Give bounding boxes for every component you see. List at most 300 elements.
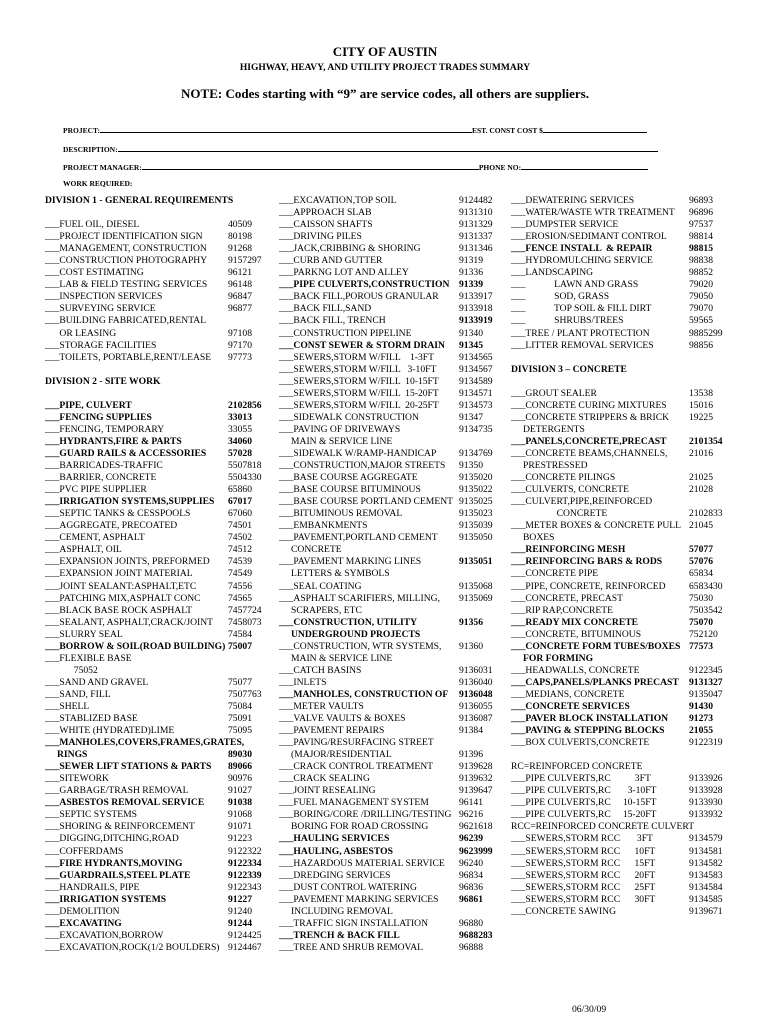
trade-row[interactable]: [279, 894, 501, 906]
trade-row[interactable]: [45, 882, 275, 894]
trade-label: ___PIPE CULVERTS,RC 3FT: [511, 773, 651, 785]
trade-label: CONCRETE: [511, 508, 608, 520]
trade-row[interactable]: [279, 593, 501, 605]
trade-label: ___PAVEMENT MARKING LINES: [279, 556, 422, 568]
trade-label: ___FENCING SUPPLIES: [45, 411, 152, 423]
trade-row[interactable]: [511, 665, 733, 677]
trade-row[interactable]: [511, 906, 733, 918]
trade-label: LETTERS & SYMBOLS: [279, 568, 390, 580]
trade-row[interactable]: [279, 243, 501, 255]
trade-row[interactable]: [279, 556, 501, 568]
trade-row[interactable]: [45, 231, 275, 243]
trade-code: 96239: [459, 833, 483, 845]
trade-label: ___PIPE CULVERTS,RC 15-20FT: [511, 809, 657, 821]
trade-label: ___CULVERTS, CONCRETE: [511, 484, 629, 496]
trade-row[interactable]: [45, 484, 275, 496]
trade-row[interactable]: [45, 243, 275, 255]
trade-row[interactable]: [279, 255, 501, 267]
trade-label: ___PAVING/RESURFACING STREET: [279, 737, 434, 749]
trade-code: 91356: [459, 616, 483, 628]
trade-row[interactable]: [45, 653, 275, 665]
trade-row[interactable]: [279, 773, 501, 785]
trade-row[interactable]: [511, 303, 733, 315]
trade-label: ___VALVE VAULTS & BOXES: [279, 713, 406, 725]
trade-row[interactable]: [279, 725, 501, 737]
trade-row[interactable]: [511, 846, 733, 858]
trade-code: 9135025: [459, 496, 493, 508]
trade-code: 75091: [228, 713, 252, 725]
trade-code: 91345: [459, 339, 483, 351]
trade-row[interactable]: [45, 713, 275, 725]
trade-label: DETERGENTS: [511, 423, 585, 435]
trade-row[interactable]: [511, 436, 733, 448]
trade-row[interactable]: [45, 689, 275, 701]
trade-label: INCLUDING REMOVAL: [279, 905, 393, 917]
page-title: CITY OF AUSTIN: [332, 44, 438, 59]
trade-row[interactable]: [511, 556, 733, 568]
trade-row[interactable]: [279, 617, 501, 629]
trade-row[interactable]: [511, 388, 733, 400]
trade-row[interactable]: [279, 544, 501, 556]
trade-code: 97108: [228, 327, 252, 339]
trade-row[interactable]: [279, 532, 501, 544]
trade-code: 33055: [228, 423, 252, 435]
trade-code: 9139632: [459, 773, 493, 785]
trade-row[interactable]: [45, 894, 275, 906]
trade-label: ___BACK FILL,SAND: [279, 303, 372, 315]
trade-row[interactable]: [279, 291, 501, 303]
trade-row[interactable]: [45, 315, 275, 327]
trade-row[interactable]: [45, 400, 275, 412]
trade-label: ___PANELS,CONCRETE,PRECAST: [511, 435, 667, 447]
trade-label: ___GROUT SEALER: [511, 387, 597, 399]
trade-code: 9136040: [459, 676, 493, 688]
trade-code: 9134579: [689, 833, 723, 845]
trade-label: ___LITTER REMOVAL SERVICES: [511, 339, 654, 351]
trade-row[interactable]: [45, 219, 275, 231]
trade-label: ___SEWERS,STORM W/FILL 20-25FT: [279, 399, 439, 411]
trade-row[interactable]: [45, 785, 275, 797]
trade-label: ___DIGGING,DITCHING,ROAD: [45, 833, 179, 845]
est-cost-label: EST. CONST COST $: [471, 126, 543, 135]
trade-row[interactable]: [511, 773, 733, 785]
trade-row[interactable]: [279, 641, 501, 653]
trade-label: ___CONCRETE STRIPPERS & BRICK: [511, 411, 670, 423]
trade-row[interactable]: [511, 737, 733, 749]
trade-code: 5507818: [228, 460, 262, 472]
trade-row[interactable]: [511, 629, 733, 641]
trade-row[interactable]: [279, 653, 501, 665]
trade-row[interactable]: [279, 328, 501, 340]
trades-column-3: [511, 195, 733, 918]
trade-row[interactable]: [511, 532, 733, 544]
trade-row[interactable]: [45, 556, 275, 568]
trade-row[interactable]: [279, 412, 501, 424]
trade-code: 91268: [228, 243, 252, 255]
trade-code: 74512: [228, 544, 252, 556]
trade-row[interactable]: [45, 532, 275, 544]
trade-label: ___SHORING & REINFORCEMENT: [45, 821, 195, 833]
trade-row[interactable]: [45, 725, 275, 737]
trade-row[interactable]: [511, 496, 733, 508]
trade-code: 9135039: [459, 520, 493, 532]
trade-row[interactable]: [511, 581, 733, 593]
trade-row[interactable]: [511, 207, 733, 219]
trade-row[interactable]: [511, 448, 733, 460]
trade-row[interactable]: [511, 713, 733, 725]
trade-label: SCRAPERS, ETC: [279, 604, 362, 616]
trade-row[interactable]: [511, 544, 733, 556]
trade-label: ___DREDGING SERVICES: [279, 869, 391, 881]
trade-code: 9134565: [459, 351, 493, 363]
trade-code: 9136087: [459, 713, 493, 725]
project-label: PROJECT:: [63, 126, 100, 135]
trade-code: 91347: [459, 411, 483, 423]
trade-code: 9133918: [459, 303, 493, 315]
trade-row[interactable]: [279, 400, 501, 412]
trade-label: ___DEWATERING SERVICES: [511, 195, 635, 206]
trade-row[interactable]: [279, 520, 501, 532]
trade-row[interactable]: [511, 195, 733, 207]
trade-row[interactable]: [279, 460, 501, 472]
trade-row[interactable]: [279, 930, 501, 942]
trade-row[interactable]: [511, 809, 733, 821]
trade-row[interactable]: [45, 593, 275, 605]
trade-row[interactable]: [511, 219, 733, 231]
trade-row[interactable]: [45, 797, 275, 809]
trade-row[interactable]: [45, 352, 275, 364]
trade-label: ___FIRE HYDRANTS,MOVING: [45, 857, 183, 869]
trade-row[interactable]: [45, 858, 275, 870]
project-manager-field[interactable]: [63, 161, 648, 172]
description-field[interactable]: [63, 143, 658, 154]
trade-row[interactable]: [45, 328, 275, 340]
trade-row[interactable]: [511, 484, 733, 496]
trade-label: ___LANDSCAPING: [511, 267, 594, 279]
trade-label: ___BOX CULVERTS,CONCRETE: [511, 737, 650, 749]
trade-row[interactable]: [511, 677, 733, 689]
trade-row[interactable]: [279, 436, 501, 448]
trade-row[interactable]: [279, 665, 501, 677]
trade-row[interactable]: [511, 291, 733, 303]
trade-row[interactable]: [279, 581, 501, 593]
trade-code: 74549: [228, 568, 252, 580]
trade-row[interactable]: [511, 424, 733, 436]
trade-label: ___TOILETS, PORTABLE,RENT/LEASE: [45, 351, 212, 363]
trade-label: ___EXCAVATING: [45, 917, 122, 929]
trade-row[interactable]: [45, 303, 275, 315]
trade-row[interactable]: [279, 749, 501, 761]
trade-row[interactable]: [279, 870, 501, 882]
trade-label: (MAJOR/RESIDENTIAL: [279, 749, 392, 761]
trade-row[interactable]: [45, 472, 275, 484]
trade-row[interactable]: [45, 942, 275, 954]
trade-row[interactable]: [279, 761, 501, 773]
trade-row[interactable]: [511, 701, 733, 713]
trade-row[interactable]: [511, 785, 733, 797]
trade-row[interactable]: [279, 376, 501, 388]
trade-row[interactable]: [279, 424, 501, 436]
trade-row[interactable]: [279, 472, 501, 484]
trade-label: ___SEAL COATING: [279, 580, 362, 592]
division-heading: DIVISION 1 - GENERAL REQUIREMENTS: [45, 195, 234, 206]
trade-row[interactable]: [45, 833, 275, 845]
trade-code: 2101354: [689, 435, 723, 447]
trade-row[interactable]: [279, 797, 501, 809]
division-heading: DIVISION 3 – CONCRETE: [511, 363, 627, 375]
trade-row[interactable]: [279, 496, 501, 508]
trade-row[interactable]: [279, 508, 501, 520]
trade-row[interactable]: [511, 460, 733, 472]
division-heading: DIVISION 2 - SITE WORK: [45, 375, 161, 387]
trade-row[interactable]: [279, 713, 501, 725]
trade-row[interactable]: [511, 833, 733, 845]
trade-row[interactable]: [511, 508, 733, 520]
trade-label: ___PIPE CULVERTS,CONSTRUCTION: [279, 279, 450, 291]
trade-code: 9133930: [689, 797, 723, 809]
trade-label: ___MEDIANS, CONCRETE: [511, 688, 625, 700]
trade-row[interactable]: [279, 785, 501, 797]
trade-row[interactable]: [279, 605, 501, 617]
trade-label: ___GARBAGE/TRASH REMOVAL: [45, 785, 189, 797]
trade-row[interactable]: [279, 568, 501, 580]
trade-row[interactable]: [279, 279, 501, 291]
project-field[interactable]: [63, 124, 647, 135]
trade-label: RC=REINFORCED CONCRETE: [511, 761, 643, 773]
trade-label: ___EMBANKMENTS: [279, 520, 368, 532]
trade-row[interactable]: [45, 279, 275, 291]
trade-code: 21025: [689, 472, 713, 484]
trade-row[interactable]: [45, 773, 275, 785]
trade-row[interactable]: [45, 641, 275, 653]
trade-code: 96847: [228, 291, 252, 303]
trade-label: ___LAB & FIELD TESTING SERVICES: [45, 279, 208, 291]
trade-row[interactable]: [511, 761, 733, 773]
trade-code: 90976: [228, 773, 252, 785]
trade-label: ___DUMPSTER SERVICE: [511, 219, 619, 231]
trade-row[interactable]: [279, 303, 501, 315]
trade-label: ___EXCAVATION,TOP SOIL: [279, 195, 397, 206]
trade-row[interactable]: [45, 821, 275, 833]
trade-row[interactable]: [279, 195, 501, 207]
trade-label: ___GUARDRAILS,STEEL PLATE: [45, 869, 191, 881]
trade-code: 752120: [689, 628, 718, 640]
trade-row[interactable]: [45, 918, 275, 930]
trade-row[interactable]: [511, 593, 733, 605]
trade-row[interactable]: [45, 617, 275, 629]
trade-label: ___SEWERS,STORM RCC 25FT: [511, 881, 656, 893]
trade-row[interactable]: [45, 520, 275, 532]
trade-label: ___CONCRETE SERVICES: [511, 700, 630, 712]
trade-label: ___BACK FILL, TRENCH: [279, 315, 386, 327]
trade-row[interactable]: [45, 424, 275, 436]
trade-row[interactable]: [45, 809, 275, 821]
trade-row[interactable]: [45, 629, 275, 641]
trade-code: 96880: [459, 917, 483, 929]
trade-row[interactable]: [279, 484, 501, 496]
trade-row[interactable]: [511, 725, 733, 737]
trade-row[interactable]: [511, 641, 733, 653]
trade-row[interactable]: [511, 617, 733, 629]
trade-row[interactable]: [279, 701, 501, 713]
trade-code: 9135068: [459, 580, 493, 592]
trade-code: 7457724: [228, 604, 262, 616]
trade-code: 9135023: [459, 508, 493, 520]
trade-label: ___CONCRETE SAWING: [511, 905, 617, 917]
trade-row[interactable]: [511, 797, 733, 809]
trade-row[interactable]: [511, 255, 733, 267]
trade-code: 97537: [689, 219, 713, 231]
trade-row[interactable]: [45, 448, 275, 460]
trade-row[interactable]: [511, 328, 733, 340]
trade-label: ___CEMENT, ASPHALT: [45, 532, 145, 544]
trade-label: ___SEALANT, ASPHALT,CRACK/JOINT: [45, 616, 213, 628]
trade-row[interactable]: [279, 267, 501, 279]
trade-code: 2102856: [228, 399, 262, 411]
trade-row[interactable]: [45, 677, 275, 689]
trade-code: 9134585: [689, 893, 723, 905]
trade-row[interactable]: [511, 870, 733, 882]
trade-code: 9131310: [459, 207, 493, 219]
trade-row[interactable]: [511, 472, 733, 484]
trade-row[interactable]: [279, 942, 501, 954]
trade-row[interactable]: [511, 858, 733, 870]
trade-row[interactable]: [511, 882, 733, 894]
trade-code: 91339: [459, 279, 483, 291]
trade-row[interactable]: [45, 544, 275, 556]
spacer: [511, 376, 733, 388]
trade-row[interactable]: [279, 231, 501, 243]
trade-row[interactable]: [279, 340, 501, 352]
trade-row[interactable]: [45, 665, 275, 677]
trade-row[interactable]: [511, 520, 733, 532]
trade-row[interactable]: [45, 340, 275, 352]
trade-row[interactable]: [279, 629, 501, 641]
trade-code: 9135050: [459, 532, 493, 544]
trade-code: 9136048: [459, 688, 493, 700]
trade-row[interactable]: [279, 882, 501, 894]
trade-row[interactable]: [511, 400, 733, 412]
trade-row[interactable]: [279, 352, 501, 364]
trade-row[interactable]: [45, 749, 275, 761]
trade-row[interactable]: [45, 568, 275, 580]
trade-row[interactable]: [45, 605, 275, 617]
trade-row[interactable]: [279, 364, 501, 376]
trade-code: 91360: [459, 640, 483, 652]
trade-row[interactable]: [45, 460, 275, 472]
trade-row[interactable]: [45, 291, 275, 303]
trade-label: ___INLETS: [279, 676, 327, 688]
trade-row[interactable]: [279, 833, 501, 845]
trade-code: 9122339: [228, 869, 262, 881]
trade-row[interactable]: [45, 761, 275, 773]
trade-row[interactable]: [511, 243, 733, 255]
trade-row[interactable]: [279, 315, 501, 327]
trade-code: 9135020: [459, 472, 493, 484]
trade-row[interactable]: [511, 894, 733, 906]
trade-row[interactable]: [45, 508, 275, 520]
trade-row[interactable]: [511, 605, 733, 617]
trade-label: ___PATCHING MIX,ASPHALT CONC: [45, 592, 201, 604]
trade-row[interactable]: [45, 737, 275, 749]
trade-row[interactable]: [45, 412, 275, 424]
trade-row[interactable]: [511, 315, 733, 327]
trade-label: ___EXPANSION JOINT MATERIAL: [45, 568, 193, 580]
trade-label: ___WHITE (HYDRATED)LIME: [45, 725, 175, 737]
trade-row[interactable]: [511, 231, 733, 243]
trade-row[interactable]: [511, 821, 733, 833]
trade-label: ___PIPE, CULVERT: [45, 399, 132, 411]
trade-label: ___FENCE INSTALL & REPAIR: [511, 243, 653, 255]
trade-row[interactable]: [279, 846, 501, 858]
trade-label: ___SHELL: [45, 700, 90, 712]
trade-code: 21028: [689, 484, 713, 496]
trade-row[interactable]: [279, 918, 501, 930]
trade-row[interactable]: [279, 677, 501, 689]
trade-row[interactable]: [45, 581, 275, 593]
trade-code: 9124482: [459, 195, 493, 206]
trade-label: BOXES: [511, 532, 555, 544]
trade-row[interactable]: [511, 653, 733, 665]
trade-row[interactable]: [279, 207, 501, 219]
trade-row[interactable]: [279, 737, 501, 749]
trade-row[interactable]: [279, 219, 501, 231]
trade-row[interactable]: [511, 568, 733, 580]
trade-row[interactable]: [511, 412, 733, 424]
trade-code: 9122345: [689, 664, 723, 676]
trade-code: 96861: [459, 893, 483, 905]
trade-row[interactable]: [279, 906, 501, 918]
trade-row[interactable]: [279, 448, 501, 460]
trade-row[interactable]: [45, 906, 275, 918]
trade-row[interactable]: [279, 689, 501, 701]
trade-code: 9623999: [459, 845, 493, 857]
trade-row[interactable]: [279, 388, 501, 400]
trade-row[interactable]: [45, 930, 275, 942]
trade-label: ___CONST SEWER & STORM DRAIN: [279, 339, 445, 351]
trade-label: PRESTRESSED: [511, 460, 588, 472]
trade-label: ___CONCRETE, BITUMINOUS: [511, 628, 642, 640]
trade-row[interactable]: [45, 846, 275, 858]
trade-row[interactable]: [45, 496, 275, 508]
trade-code: 91240: [228, 905, 252, 917]
trade-label: ___DUST CONTROL WATERING: [279, 881, 417, 893]
trade-row[interactable]: [45, 267, 275, 279]
trade-label: ___TREE AND SHRUB REMOVAL: [279, 941, 424, 953]
trade-label: ___TRAFFIC SIGN INSTALLATION: [279, 917, 429, 929]
trade-code: 7458073: [228, 616, 262, 628]
trade-label: ___MANHOLES, CONSTRUCTION OF: [279, 688, 449, 700]
trade-label: ___SIDEWALK CONSTRUCTION: [279, 411, 419, 423]
trade-row[interactable]: [279, 809, 501, 821]
project-manager-label: PROJECT MANAGER:: [63, 163, 142, 172]
trade-row[interactable]: [279, 821, 501, 833]
trade-label: ___CAISSON SHAFTS: [279, 219, 373, 231]
trade-row[interactable]: [45, 870, 275, 882]
trade-row[interactable]: [45, 436, 275, 448]
trade-code: 91244: [228, 917, 252, 929]
trade-row[interactable]: [511, 340, 733, 352]
trade-label: ___BARRIER, CONCRETE: [45, 472, 157, 484]
trade-row[interactable]: [511, 279, 733, 291]
trade-label: ___CONCRETE CURING MIXTURES: [511, 399, 667, 411]
trade-row[interactable]: [279, 858, 501, 870]
trade-row[interactable]: [45, 701, 275, 713]
trade-row[interactable]: [45, 255, 275, 267]
trade-label: ___COFFERDAMS: [45, 845, 124, 857]
trade-row[interactable]: [511, 689, 733, 701]
trade-row[interactable]: [511, 267, 733, 279]
